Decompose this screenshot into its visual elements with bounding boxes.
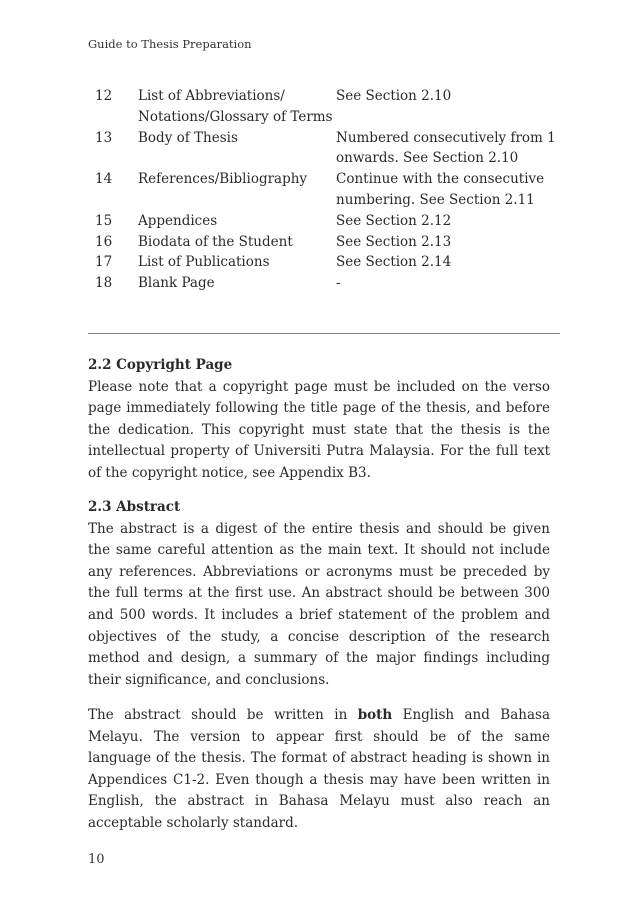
row-number: 18	[95, 275, 113, 292]
abstract-language-paragraph	[88, 705, 550, 835]
row-number: 17	[95, 254, 113, 271]
row-number: 14	[95, 171, 113, 188]
section-body: Please note that a copyright page must be included on the verso page immediately following the title page of the thesis, and before the dedication. This copyright must state that the thesis is the intellectual property of Universiti Putra Malaysia. For the full text of the copyright notice, see Appendix B3.	[88, 378, 550, 481]
emphasis-both: both	[357, 707, 393, 723]
row-reference: Continue with the consecutive numbering. See Section 2.11	[336, 171, 545, 208]
row-reference: See Section 2.13	[336, 233, 452, 250]
row-item: Body of Thesis	[138, 129, 238, 146]
section-body: The abstract is a digest of the entire thesis and should be given the same careful attention as the main text. It should not include any references. Abbreviations or acronyms must be preceded by the full terms at the first use. An abstract should be between 300 and 500 words. It includes a brief statement of the problem and objectives of the study, a concise description of the research method and design, a summary of the major findings including their significance, and conclusions.	[88, 520, 550, 688]
table-row	[88, 128, 560, 170]
row-reference: See Section 2.14	[336, 254, 452, 271]
section-body	[88, 705, 550, 835]
row-item: Biodata of the Student	[138, 233, 293, 250]
table-row	[88, 211, 560, 232]
row-item: List of Abbreviations/ Notations/Glossary of Terms	[138, 88, 333, 125]
table-row	[88, 232, 560, 253]
text-run: The abstract should be written in	[88, 707, 358, 723]
row-reference: Numbered consecutively from 1 onwards. See Section 2.10	[336, 129, 556, 167]
row-item: References/Bibliography	[138, 171, 308, 188]
row-number: 13	[95, 129, 113, 146]
row-reference: -	[336, 275, 341, 292]
text-run: English and Bahasa Melayu. The version to appear first should be of the same language of the thesis. The format of abstract heading is shown in Appendices C1-2. Even though a thesis may have been written in English, the abstract in Bahasa Melayu must also reach an acceptable scholarly standard.	[88, 707, 550, 831]
copyright-section	[88, 355, 550, 485]
section-heading: 2.2 Copyright Page	[88, 357, 233, 373]
row-reference: See Section 2.10	[336, 88, 452, 104]
row-number: 16	[95, 233, 113, 250]
thesis-contents-table	[88, 86, 560, 294]
section-heading: 2.3 Abstract	[88, 499, 181, 515]
table-row	[88, 252, 560, 273]
table-divider	[88, 333, 560, 334]
table-row	[88, 86, 560, 128]
table-row	[88, 273, 560, 294]
row-item: Appendices	[138, 212, 218, 229]
page-number: 10	[88, 852, 105, 867]
abstract-section	[88, 497, 550, 691]
table-row	[88, 169, 560, 211]
row-number: 12	[95, 88, 113, 104]
row-number: 15	[95, 212, 113, 229]
row-reference: See Section 2.12	[336, 212, 452, 229]
running-header: Guide to Thesis Preparation	[88, 37, 252, 51]
row-item: List of Publications	[138, 254, 270, 271]
row-item: Blank Page	[138, 275, 215, 292]
